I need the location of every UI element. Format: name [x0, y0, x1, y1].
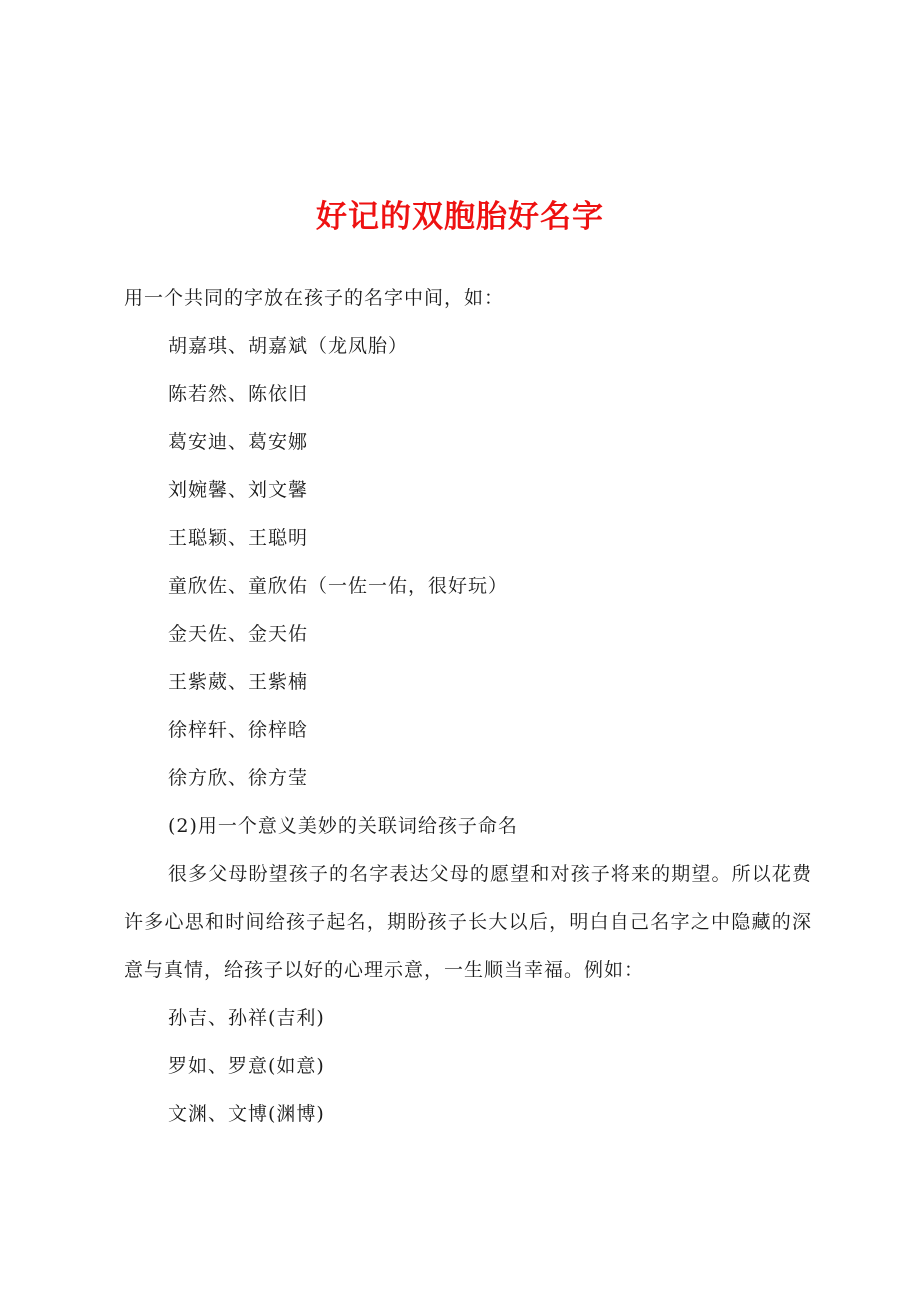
- name-pair: 徐方欣、徐方莹: [168, 767, 309, 789]
- name-pair: 陈若然、陈依旧: [168, 383, 309, 405]
- name-pair: 王聪颖、王聪明: [168, 527, 309, 549]
- section-heading: (2)用一个意义美妙的关联词给孩子命名: [168, 815, 518, 837]
- name-pair: 罗如、罗意(如意): [168, 1055, 325, 1077]
- name-pair: 胡嘉琪、胡嘉斌（龙凤胎）: [168, 335, 409, 357]
- name-list-2: [124, 994, 812, 1138]
- intro-text: 用一个共同的字放在孩子的名字中间，如：: [124, 287, 505, 309]
- name-pair: 刘婉馨、刘文馨: [168, 479, 309, 501]
- name-pair: 金天佐、金天佑: [168, 623, 309, 645]
- name-pair: 徐梓轩、徐梓晗: [168, 719, 309, 741]
- name-pair: 童欣佐、童欣佑（一佐一佑，很好玩）: [168, 575, 509, 597]
- page-title: 好记的双胞胎好名字: [316, 199, 604, 235]
- name-pair: 王紫葳、王紫楠: [168, 671, 309, 693]
- section-paragraph: 很多父母盼望孩子的名字表达父母的愿望和对孩子将来的期望。所以花费许多心思和时间给孩子起名，期盼孩子长大以后，明白自己名字之中隐藏的深意与真情，给孩子以好的心理示意，一生顺当幸福。例如：: [124, 863, 812, 981]
- name-pair: 文渊、文博(渊博): [168, 1103, 325, 1125]
- name-pair: 葛安迪、葛安娜: [168, 431, 309, 453]
- document-body: [124, 274, 812, 1138]
- name-pair: 孙吉、孙祥(吉利): [168, 1007, 325, 1029]
- name-list-1: [124, 322, 812, 802]
